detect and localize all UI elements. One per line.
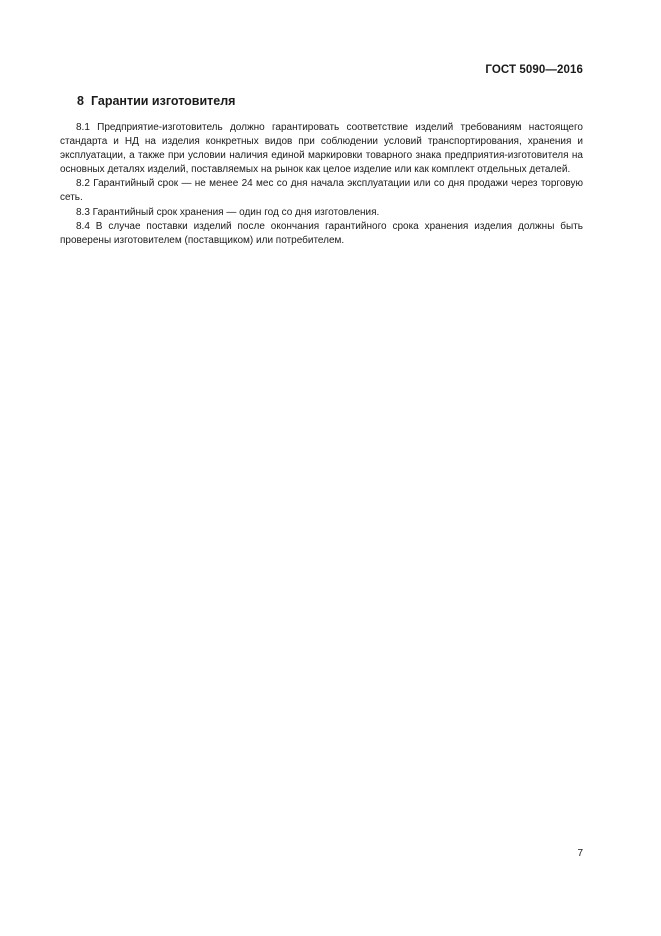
paragraph-8-1: 8.1 Предприятие-изготовитель должно гарантировать соответствие изделий требованиям настоящего стандарта и НД на изделия конкретных видов при соблюдении условий транспортирования, хранения и эксплуатации, а также при условии наличия единой маркировки товарного знака предприятия-изготовителя на основных деталях изделий, поставляемых на рынок как целое изделие или как комплект отдельных деталей. — [60, 122, 583, 176]
section-number: 8 — [77, 94, 84, 108]
paragraph-8-2: 8.2 Гарантийный срок — не менее 24 мес со дня начала эксплуатации или со дня продажи через торговую сеть. — [60, 178, 583, 204]
section-heading — [77, 94, 235, 108]
section-body — [60, 121, 583, 248]
paragraph-8-3: 8.3 Гарантийный срок хранения — один год со дня изготовления. — [76, 206, 380, 218]
paragraph-8-4: 8.4 В случае поставки изделий после окончания гарантийного срока хранения изделия должны быть проверены изготовителем (поставщиком) или потребителем. — [60, 220, 583, 246]
page-number: 7 — [577, 848, 583, 859]
section-title: Гарантии изготовителя — [90, 94, 236, 108]
document-code: ГОСТ 5090—2016 — [485, 64, 583, 76]
